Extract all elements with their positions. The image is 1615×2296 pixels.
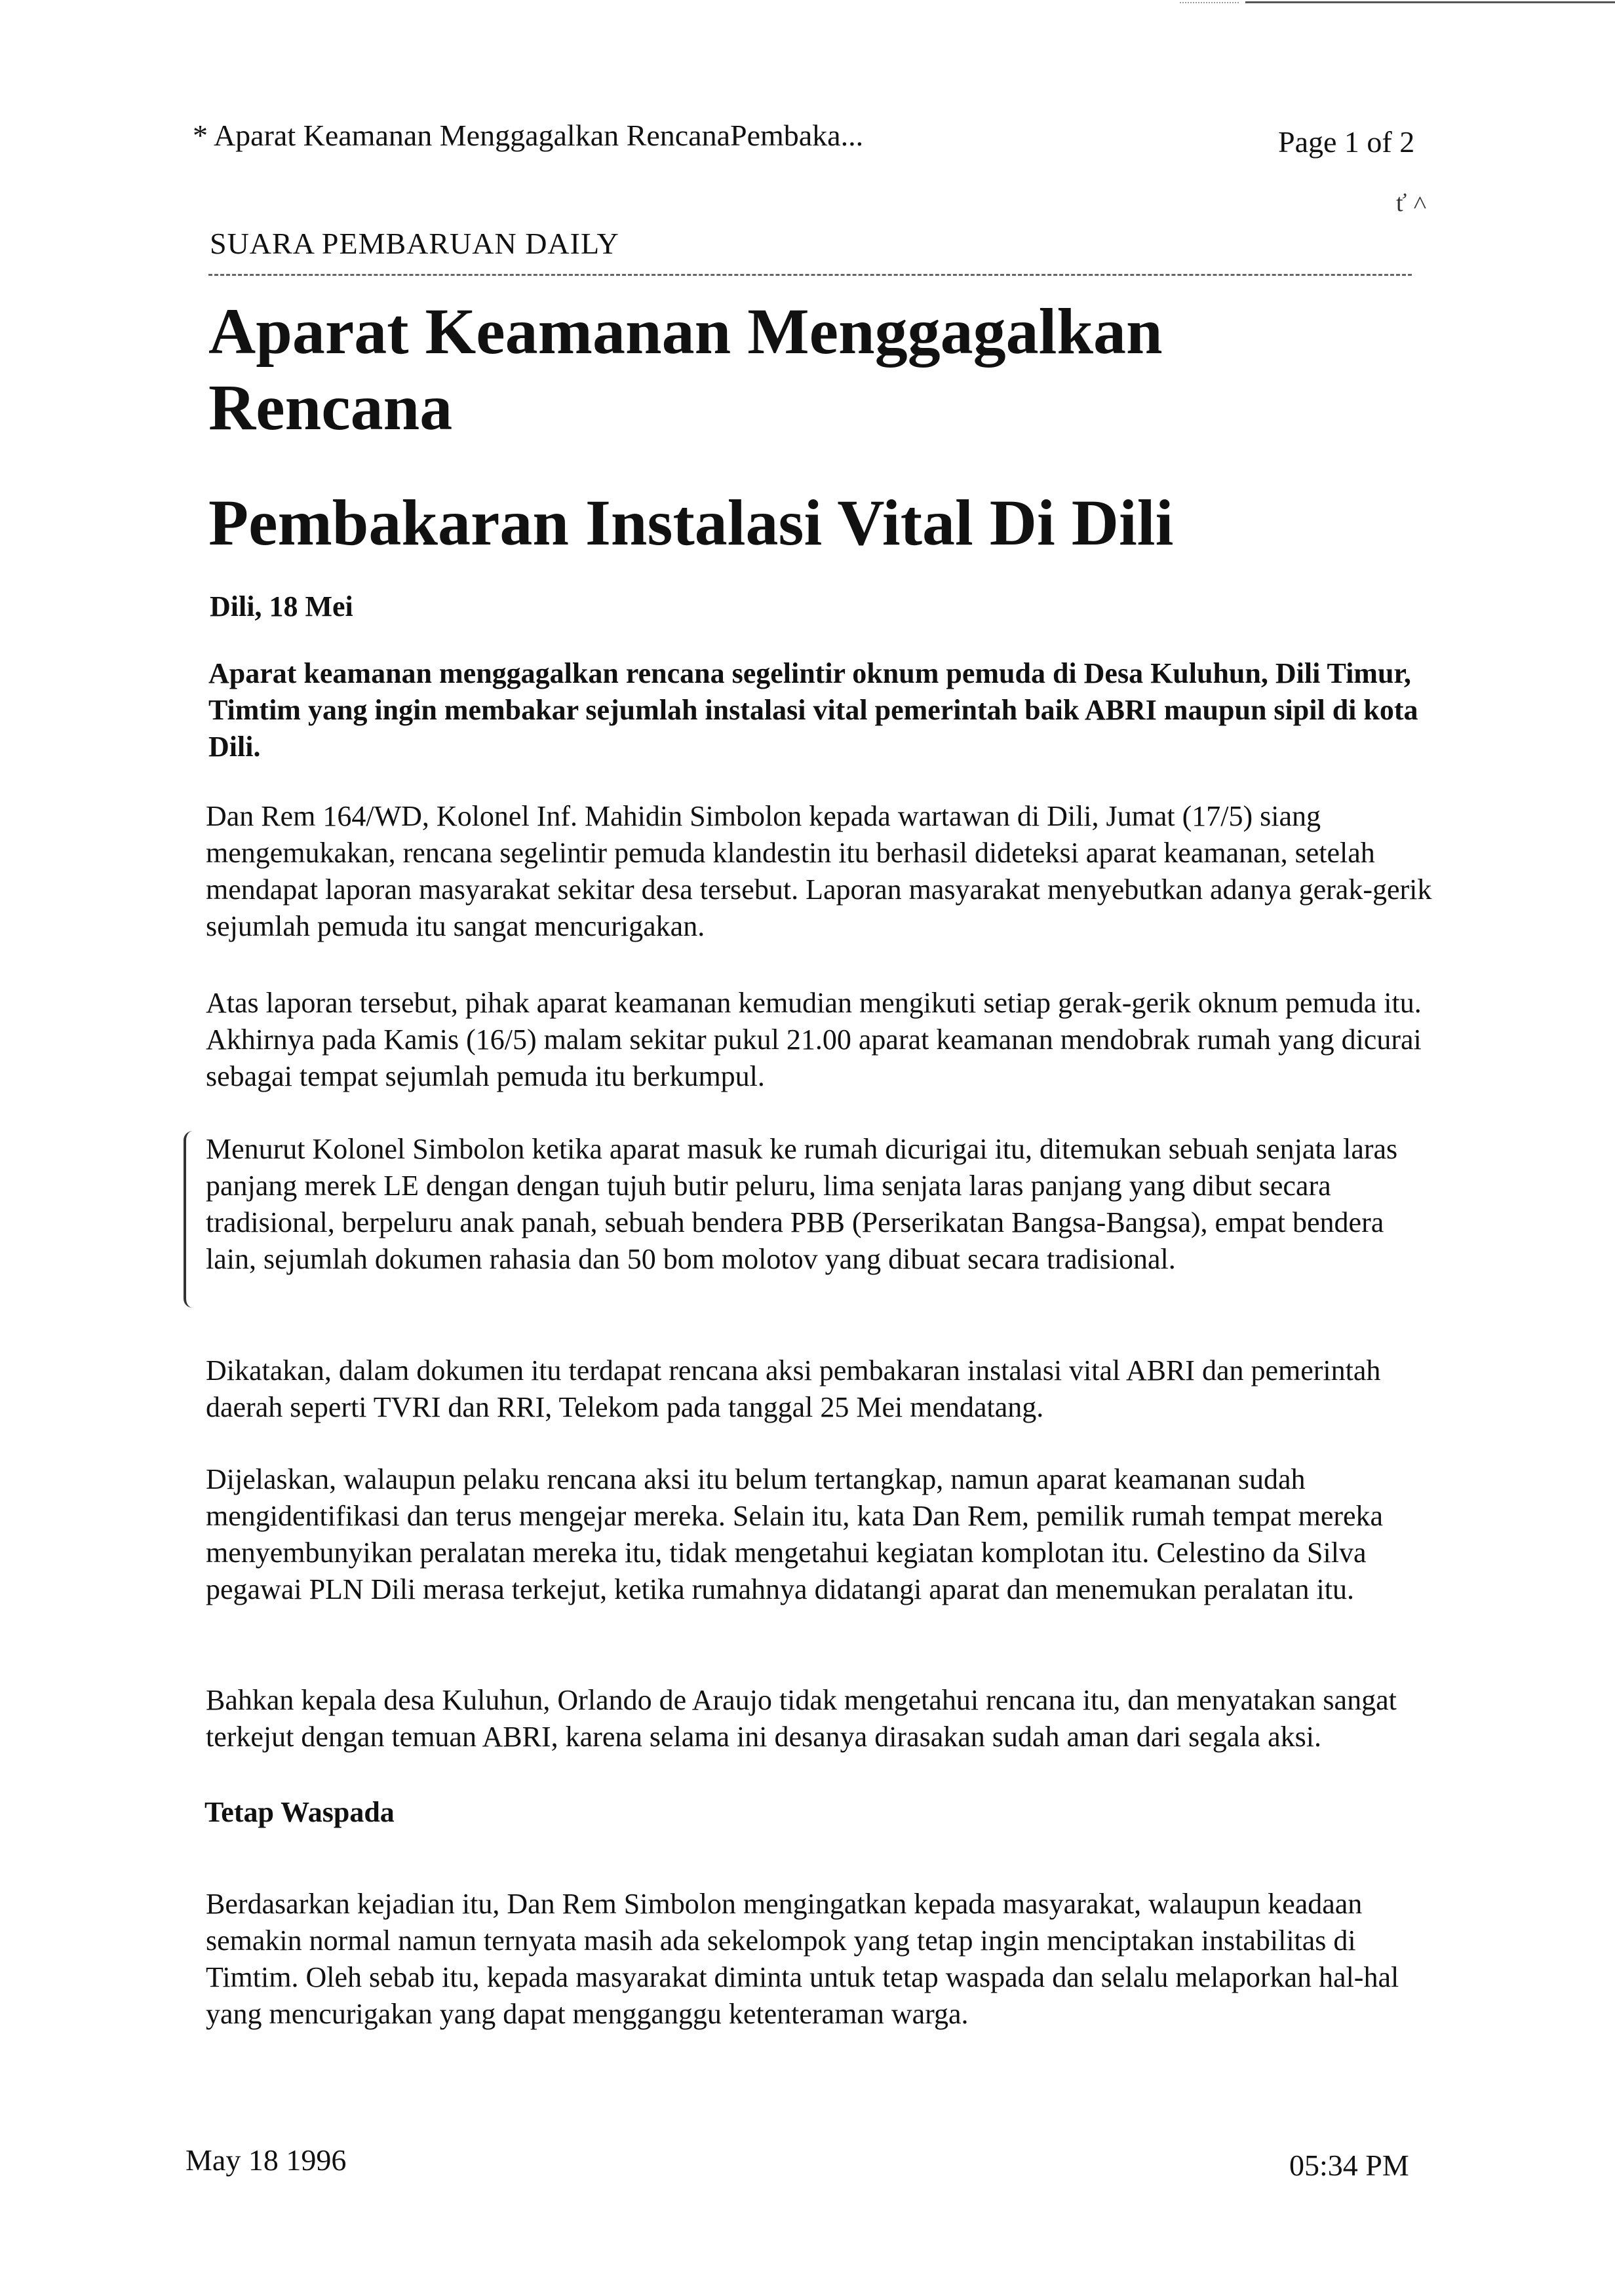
headline-line-2: Pembakaran Instalasi Vital Di Dili bbox=[208, 486, 1174, 559]
body-paragraph: Dan Rem 164/WD, Kolonel Inf. Mahidin Simbolon kepada wartawan di Dili, Jumat (17/5) siang mengemukakan, rencana segelintir pemuda klandestin itu berhasil dideteksi aparat keamanan, setelah mendapat laporan masyarakat sekitar desa tersebut. Laporan masyarakat menyebutkan adanya gerak-gerik sejumlah pemuda itu sangat mencurigakan. bbox=[206, 800, 1432, 942]
publication-name: SUARA PEMBARUAN DAILY bbox=[210, 227, 619, 260]
dateline: Dili, 18 Mei bbox=[210, 590, 353, 622]
footer-time: 05:34 PM bbox=[1289, 2149, 1409, 2182]
source-divider bbox=[208, 274, 1412, 276]
body-paragraph: Bahkan kepala desa Kuluhun, Orlando de Araujo tidak mengetahui rencana itu, dan menyatakan sangat terkejut dengan temuan ABRI, karena selama ini desanya dirasakan sudah aman dari segala aksi. bbox=[206, 1684, 1397, 1753]
top-edge-dots bbox=[1180, 2, 1239, 3]
headline-line-1: Aparat Keamanan Menggagalkan Rencana bbox=[208, 295, 1163, 444]
handwritten-margin-bracket bbox=[184, 1131, 195, 1308]
closing-paragraph: Berdasarkan kejadian itu, Dan Rem Simbolon mengingatkan kepada masyarakat, walaupun keadaan semakin normal namun ternyata masih ada sekelompok yang tetap ingin menciptakan instabilitas di Timtim. Oleh sebab itu, kepada masyarakat diminta untuk tetap waspada dan selalu melaporkan hal-hal yang mencurigakan yang dapat mengganggu ketenteraman warga. bbox=[206, 1888, 1399, 2030]
print-header-title: * Aparat Keamanan Menggagalkan RencanaPembaka... bbox=[193, 119, 864, 152]
body-paragraph: Dijelaskan, walaupun pelaku rencana aksi itu belum tertangkap, namun aparat keamanan sudah mengidentifikasi dan terus mengejar mereka. Selain itu, kata Dan Rem, pemilik rumah tempat mereka menyembunyikan peralatan mereka itu, tidak mengetahui kegiatan komplotan itu. Celestino da Silva pegawai PLN Dili merasa terkejut, ketika rumahnya didatangi aparat dan menemukan peralatan itu. bbox=[206, 1463, 1384, 1605]
article-headline bbox=[208, 294, 1421, 561]
body-paragraph: Dikatakan, dalam dokumen itu terdapat rencana aksi pembakaran instalasi vital ABRI dan pemerintah daerah seperti TVRI dan RRI, Telekom pada tanggal 25 Mei mendatang. bbox=[206, 1354, 1381, 1423]
body-paragraph: Atas laporan tersebut, pihak aparat keamanan kemudian mengikuti setiap gerak-gerik oknum pemuda itu. Akhirnya pada Kamis (16/5) malam sekitar pukul 21.00 aparat keamanan mendobrak rumah yang dicurai sebagai tempat sejumlah pemuda itu berkumpul. bbox=[206, 987, 1422, 1092]
top-edge-rule bbox=[1245, 1, 1615, 3]
section-subheading: Tetap Waspada bbox=[204, 1796, 395, 1828]
lead-paragraph: Aparat keamanan menggagalkan rencana segelintir oknum pemuda di Desa Kuluhun, Dili Timur, Timtim yang ingin membakar sejumlah instalasi vital pemerintah baik ABRI maupun sipil di kota Dili. bbox=[208, 657, 1418, 763]
footer-date: May 18 1996 bbox=[185, 2143, 347, 2177]
handwritten-corner-mark: ť ˄ bbox=[1396, 189, 1428, 217]
page-indicator: Page 1 of 2 bbox=[1278, 125, 1415, 159]
body-paragraph: Menurut Kolonel Simbolon ketika aparat masuk ke rumah dicurigai itu, ditemukan sebuah senjata laras panjang merek LE dengan dengan tujuh butir peluru, lima senjata laras panjang yang dibut secara tradisional, berpeluru anak panah, sebuah bendera PBB (Perserikatan Bangsa-Bangsa), empat bendera lain, sejumlah dokumen rahasia dan 50 bom molotov yang dibuat secara tradisional. bbox=[206, 1133, 1398, 1275]
